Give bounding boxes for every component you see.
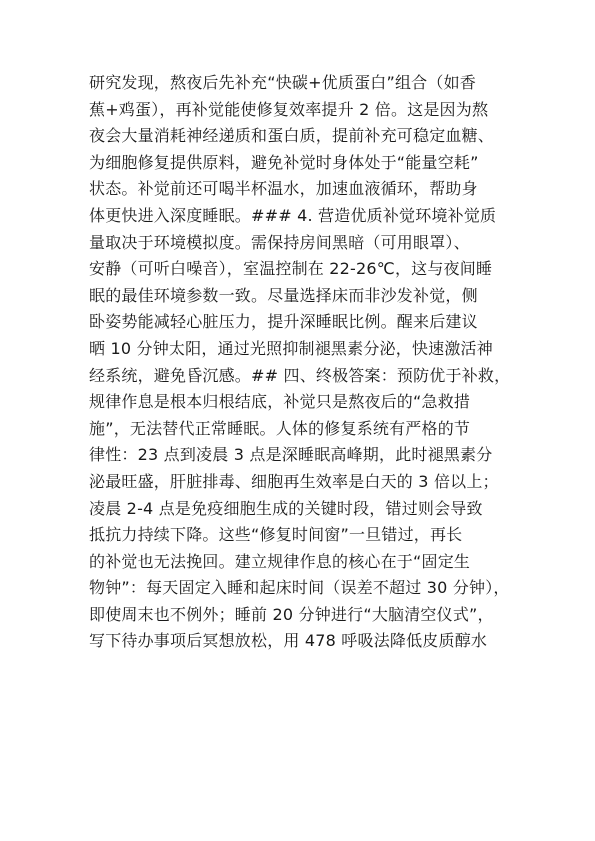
text-line-21: 即使周末也不例外；睡前 20 分钟进行“大脑清空仪式”， — [89, 604, 494, 624]
text-line-3: 夜会大量消耗神经递质和蛋白质，提前补充可稳定血糖、 — [89, 126, 495, 146]
body-text — [89, 70, 519, 655]
text-line-10: 卧姿势能减轻心脏压力，提升深睡眠比例。醒来后建议 — [89, 312, 478, 332]
text-line-4: 为细胞修复提供原料，避免补觉时身体处于“能量空耗” — [89, 152, 479, 172]
text-line-20: 物钟”：每天固定入睡和起床时间（误差不超过 30 分钟）， — [89, 578, 510, 598]
text-line-12: 经系统，避免昏沉感。## 四、终极答案：预防优于补救， — [89, 365, 511, 385]
text-line-8: 安静（可听白噪音），室温控制在 22-26℃，这与夜间睡 — [89, 259, 493, 279]
text-line-14: 施”，无法替代正常睡眠。人体的修复系统有严格的节 — [89, 418, 471, 438]
text-line-7: 量取决于环境模拟度。需保持房间黑暗（可用眼罩）、 — [89, 232, 470, 252]
text-line-5: 状态。补觉前还可喝半杯温水，加速血液循环，帮助身 — [89, 179, 478, 199]
text-line-22: 写下待办事项后冥想放松，用 478 呼吸法降低皮质醇水 — [89, 631, 488, 651]
text-line-15: 律性：23 点到凌晨 3 点是深睡眠高峰期，此时褪黑素分 — [89, 445, 493, 465]
text-line-18: 抵抗力持续下降。这些“修复时间窗”一旦错过，再长 — [89, 525, 463, 545]
text-line-2: 蕉+鸡蛋），再补觉能使修复效率提升 2 倍。这是因为熬 — [89, 99, 489, 119]
text-line-17: 凌晨 2-4 点是免疫细胞生成的关键时段，错过则会导致 — [89, 498, 483, 518]
text-line-16: 泌最旺盛，肝脏排毒、细胞再生效率是白天的 3 倍以上； — [89, 471, 499, 491]
text-line-11: 晒 10 分钟太阳，通过光照抑制褪黑素分泌，快速激活神 — [89, 338, 493, 358]
text-line-19: 的补觉也无法挽回。建立规律作息的核心在于“固定生 — [89, 551, 471, 571]
text-line-1: 研究发现，熬夜后先补充“快碳+优质蛋白”组合（如香 — [89, 73, 476, 92]
text-line-6: 体更快进入深度睡眠。### 4. 营造优质补觉环境补觉质 — [89, 205, 497, 225]
text-line-13: 规律作息是根本归根结底，补觉只是熬夜后的“急救措 — [89, 392, 471, 412]
text-line-9: 眠的最佳环境参数一致。尽量选择床而非沙发补觉，侧 — [89, 285, 478, 305]
